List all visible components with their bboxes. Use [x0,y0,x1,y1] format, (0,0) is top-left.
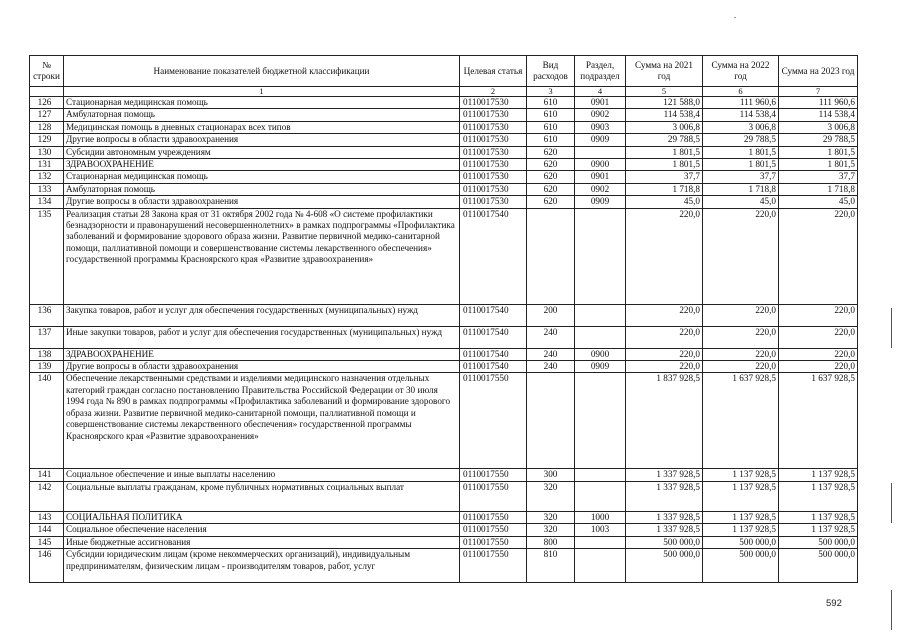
budget-table [29,55,858,583]
row-number-cell: 142 [30,481,64,511]
row-section-cell [575,481,626,511]
row-section-cell [575,146,626,158]
table-row [30,373,858,469]
row-2023-cell: 1 801,5 [779,159,858,171]
row-2021-cell: 1 337 928,5 [626,469,703,481]
row-section-cell: 1000 [575,511,626,523]
row-2022-cell: 220,0 [703,348,779,360]
column-number [30,87,64,97]
row-kind-cell: 240 [527,361,575,373]
row-number-cell: 139 [30,361,64,373]
table-row [30,348,858,360]
row-number-cell: 133 [30,183,64,195]
table-row [30,109,858,121]
row-2021-cell: 45,0 [626,196,703,208]
row-number-cell: 138 [30,348,64,360]
table-row [30,469,858,481]
row-2023-cell: 1 137 928,5 [779,524,858,536]
scan-edge-mark [891,308,892,348]
row-target-cell: 0110017530 [460,171,527,183]
row-target-cell: 0110017530 [460,146,527,158]
row-target-cell: 0110017530 [460,121,527,133]
column-number: 5 [626,87,703,97]
row-section-cell: 0900 [575,159,626,171]
row-2023-cell: 114 538,4 [779,109,858,121]
row-2023-cell: 45,0 [779,196,858,208]
row-2021-cell: 114 538,4 [626,109,703,121]
row-kind-cell: 620 [527,159,575,171]
row-number-cell: 134 [30,196,64,208]
row-kind-cell: 320 [527,481,575,511]
row-2022-cell: 1 801,5 [703,159,779,171]
row-kind-cell: 200 [527,304,575,326]
row-2022-cell: 1 637 928,5 [703,373,779,469]
row-section-cell [575,469,626,481]
table-row [30,549,858,583]
row-kind-cell: 620 [527,196,575,208]
row-2022-cell: 29 788,5 [703,134,779,146]
row-2021-cell: 1 801,5 [626,159,703,171]
row-name-cell: Реализация статьи 28 Закона края от 31 октября 2002 года № 4-608 «О системе профилактики безнадзорности и правонарушений несовершеннолетних» в рамках подпрограммы «Профилактика заболеваний и формирование здорового образа жизни. Развитие первичной медико-санитарной помощи, паллиативной помощи и совершенствование системы лекарственного обеспечения» государственной программы Красноярского края «Развитие здравоохранения» [64,208,460,304]
row-2023-cell: 1 137 928,5 [779,481,858,511]
row-2023-cell: 220,0 [779,348,858,360]
row-2023-cell: 1 718,8 [779,183,858,195]
row-name-cell: Социальные выплаты гражданам, кроме публичных нормативных социальных выплат [64,481,460,511]
table-row [30,481,858,511]
table-row [30,511,858,523]
row-2021-cell: 220,0 [626,208,703,304]
table-row [30,171,858,183]
row-2022-cell: 1 137 928,5 [703,469,779,481]
column-number-row [30,87,858,97]
row-section-cell: 0902 [575,109,626,121]
row-2022-cell: 45,0 [703,196,779,208]
table-row [30,326,858,348]
table-row [30,361,858,373]
page-number: 592 [826,598,842,609]
row-2021-cell: 121 588,0 [626,97,703,109]
row-number-cell: 146 [30,549,64,583]
row-number-cell: 132 [30,171,64,183]
row-2021-cell: 220,0 [626,348,703,360]
row-2021-cell: 500 000,0 [626,549,703,583]
row-2023-cell: 1 801,5 [779,146,858,158]
header-2021: Сумма на 2021 год [626,56,703,87]
table-row [30,524,858,536]
row-kind-cell: 320 [527,511,575,523]
row-name-cell: Стационарная медицинская помощь [64,171,460,183]
row-section-cell: 0903 [575,121,626,133]
row-2021-cell: 1 837 928,5 [626,373,703,469]
row-target-cell: 0110017530 [460,97,527,109]
row-section-cell: 1003 [575,524,626,536]
row-number-cell: 141 [30,469,64,481]
row-kind-cell: 800 [527,536,575,548]
row-name-cell: Иные бюджетные ассигнования [64,536,460,548]
table-row [30,196,858,208]
row-2021-cell: 500 000,0 [626,536,703,548]
row-2023-cell: 1 137 928,5 [779,511,858,523]
row-name-cell: ЗДРАВООХРАНЕНИЕ [64,348,460,360]
row-target-cell: 0110017540 [460,304,527,326]
row-section-cell: 0901 [575,171,626,183]
row-2021-cell: 29 788,5 [626,134,703,146]
row-2023-cell: 37,7 [779,171,858,183]
row-2021-cell: 37,7 [626,171,703,183]
row-number-cell: 130 [30,146,64,158]
scan-dust [734,17,736,18]
row-2023-cell: 220,0 [779,326,858,348]
row-name-cell: Другие вопросы в области здравоохранения [64,134,460,146]
row-number-cell: 140 [30,373,64,469]
row-target-cell: 0110017550 [460,469,527,481]
row-section-cell: 0901 [575,97,626,109]
row-kind-cell [527,208,575,304]
scan-edge-mark [891,483,892,523]
row-2022-cell: 500 000,0 [703,536,779,548]
row-kind-cell: 620 [527,183,575,195]
row-target-cell: 0110017540 [460,326,527,348]
row-2021-cell: 1 337 928,5 [626,524,703,536]
row-2021-cell: 3 006,8 [626,121,703,133]
row-2023-cell: 1 137 928,5 [779,469,858,481]
header-2022: Сумма на 2022 год [703,56,779,87]
row-2022-cell: 1 137 928,5 [703,524,779,536]
row-2021-cell: 1 718,8 [626,183,703,195]
row-section-cell: 0909 [575,361,626,373]
row-number-cell: 136 [30,304,64,326]
header-name: Наименование показателей бюджетной классификации [64,56,460,87]
row-2023-cell: 220,0 [779,208,858,304]
row-name-cell: СОЦИАЛЬНАЯ ПОЛИТИКА [64,511,460,523]
row-2021-cell: 1 337 928,5 [626,511,703,523]
header-kind: Вид расходов [527,56,575,87]
row-2021-cell: 220,0 [626,361,703,373]
row-target-cell: 0110017540 [460,208,527,304]
row-target-cell: 0110017530 [460,134,527,146]
table-body [30,97,858,583]
row-target-cell: 0110017530 [460,109,527,121]
table-row [30,159,858,171]
row-number-cell: 129 [30,134,64,146]
row-2022-cell: 220,0 [703,326,779,348]
row-kind-cell: 810 [527,549,575,583]
row-2022-cell: 1 718,8 [703,183,779,195]
row-2023-cell: 3 006,8 [779,121,858,133]
row-target-cell: 0110017550 [460,511,527,523]
row-section-cell [575,373,626,469]
budget-table-sheet [29,55,857,583]
row-2023-cell: 1 637 928,5 [779,373,858,469]
row-name-cell: Другие вопросы в области здравоохранения [64,361,460,373]
row-name-cell: Обеспечение лекарственными средствами и изделиями медицинского назначения отдельных категорий граждан согласно постановлению Правительства Российской Федерации от 30 июля 1994 года № 890 в рамках подпрограммы «Профилактика заболеваний и формирование здорового образа жизни. Развитие первичной медико-санитарной помощи, паллиативной помощи и совершенствование системы лекарственного обеспечения» государственной программы Красноярского края «Развитие здравоохранения» [64,373,460,469]
table-row [30,536,858,548]
row-2023-cell: 500 000,0 [779,549,858,583]
column-number: 7 [779,87,858,97]
row-name-cell: Другие вопросы в области здравоохранения [64,196,460,208]
row-2022-cell: 114 538,4 [703,109,779,121]
row-2023-cell: 220,0 [779,361,858,373]
row-target-cell: 0110017550 [460,524,527,536]
table-row [30,97,858,109]
scan-edge-mark [891,590,892,630]
row-kind-cell: 610 [527,121,575,133]
row-2022-cell: 220,0 [703,208,779,304]
row-section-cell: 0902 [575,183,626,195]
row-2022-cell: 37,7 [703,171,779,183]
column-number: 4 [575,87,626,97]
row-section-cell: 0909 [575,134,626,146]
row-number-cell: 131 [30,159,64,171]
row-number-cell: 127 [30,109,64,121]
table-row [30,183,858,195]
table-row [30,134,858,146]
row-kind-cell: 240 [527,326,575,348]
header-2023: Сумма на 2023 год [779,56,858,87]
row-kind-cell: 320 [527,524,575,536]
row-2022-cell: 3 006,8 [703,121,779,133]
row-name-cell: Медицинская помощь в дневных стационарах всех типов [64,121,460,133]
row-2023-cell: 220,0 [779,304,858,326]
row-name-cell: Субсидии юридическим лицам (кроме некоммерческих организаций), индивидуальным предпринимателям, физическим лицам - производителям товаров, работ, услуг [64,549,460,583]
table-row [30,146,858,158]
row-2022-cell: 111 960,6 [703,97,779,109]
row-target-cell: 0110017530 [460,196,527,208]
row-2022-cell: 1 137 928,5 [703,511,779,523]
table-row [30,121,858,133]
row-2023-cell: 29 788,5 [779,134,858,146]
row-kind-cell: 610 [527,97,575,109]
row-2022-cell: 500 000,0 [703,549,779,583]
row-name-cell: Амбулаторная помощь [64,183,460,195]
row-kind-cell: 240 [527,348,575,360]
row-2022-cell: 1 137 928,5 [703,481,779,511]
row-section-cell: 0909 [575,196,626,208]
header-target: Целевая статья [460,56,527,87]
row-target-cell: 0110017550 [460,549,527,583]
row-number-cell: 137 [30,326,64,348]
column-number: 1 [64,87,460,97]
header-row-number: № строки [30,56,64,87]
row-2022-cell: 1 801,5 [703,146,779,158]
row-2021-cell: 220,0 [626,304,703,326]
row-number-cell: 143 [30,511,64,523]
row-name-cell: Амбулаторная помощь [64,109,460,121]
row-name-cell: Закупка товаров, работ и услуг для обеспечения государственных (муниципальных) нужд [64,304,460,326]
row-section-cell [575,208,626,304]
row-name-cell: Социальное обеспечение населения [64,524,460,536]
row-number-cell: 144 [30,524,64,536]
row-2021-cell: 1 337 928,5 [626,481,703,511]
row-number-cell: 145 [30,536,64,548]
row-kind-cell: 300 [527,469,575,481]
header-row [30,56,858,87]
row-number-cell: 126 [30,97,64,109]
row-kind-cell: 610 [527,109,575,121]
column-number: 2 [460,87,527,97]
row-number-cell: 128 [30,121,64,133]
row-target-cell: 0110017530 [460,183,527,195]
row-name-cell: Иные закупки товаров, работ и услуг для обеспечения государственных (муниципальных) нужд [64,326,460,348]
row-section-cell [575,536,626,548]
row-section-cell: 0900 [575,348,626,360]
row-2022-cell: 220,0 [703,361,779,373]
row-2022-cell: 220,0 [703,304,779,326]
row-target-cell: 0110017540 [460,361,527,373]
row-name-cell: ЗДРАВООХРАНЕНИЕ [64,159,460,171]
row-2021-cell: 1 801,5 [626,146,703,158]
row-name-cell: Стационарная медицинская помощь [64,97,460,109]
row-2023-cell: 500 000,0 [779,536,858,548]
row-2023-cell: 111 960,6 [779,97,858,109]
row-2021-cell: 220,0 [626,326,703,348]
column-number: 6 [703,87,779,97]
row-name-cell: Социальное обеспечение и иные выплаты населению [64,469,460,481]
row-kind-cell [527,373,575,469]
table-row [30,304,858,326]
row-name-cell: Субсидии автономным учреждениям [64,146,460,158]
row-target-cell: 0110017540 [460,348,527,360]
header-section: Раздел, подраздел [575,56,626,87]
row-kind-cell: 620 [527,171,575,183]
row-target-cell: 0110017550 [460,481,527,511]
row-section-cell [575,549,626,583]
row-number-cell: 135 [30,208,64,304]
row-target-cell: 0110017550 [460,536,527,548]
row-kind-cell: 620 [527,146,575,158]
row-target-cell: 0110017530 [460,159,527,171]
row-target-cell: 0110017550 [460,373,527,469]
row-section-cell [575,304,626,326]
row-kind-cell: 610 [527,134,575,146]
column-number: 3 [527,87,575,97]
row-section-cell [575,326,626,348]
table-row [30,208,858,304]
